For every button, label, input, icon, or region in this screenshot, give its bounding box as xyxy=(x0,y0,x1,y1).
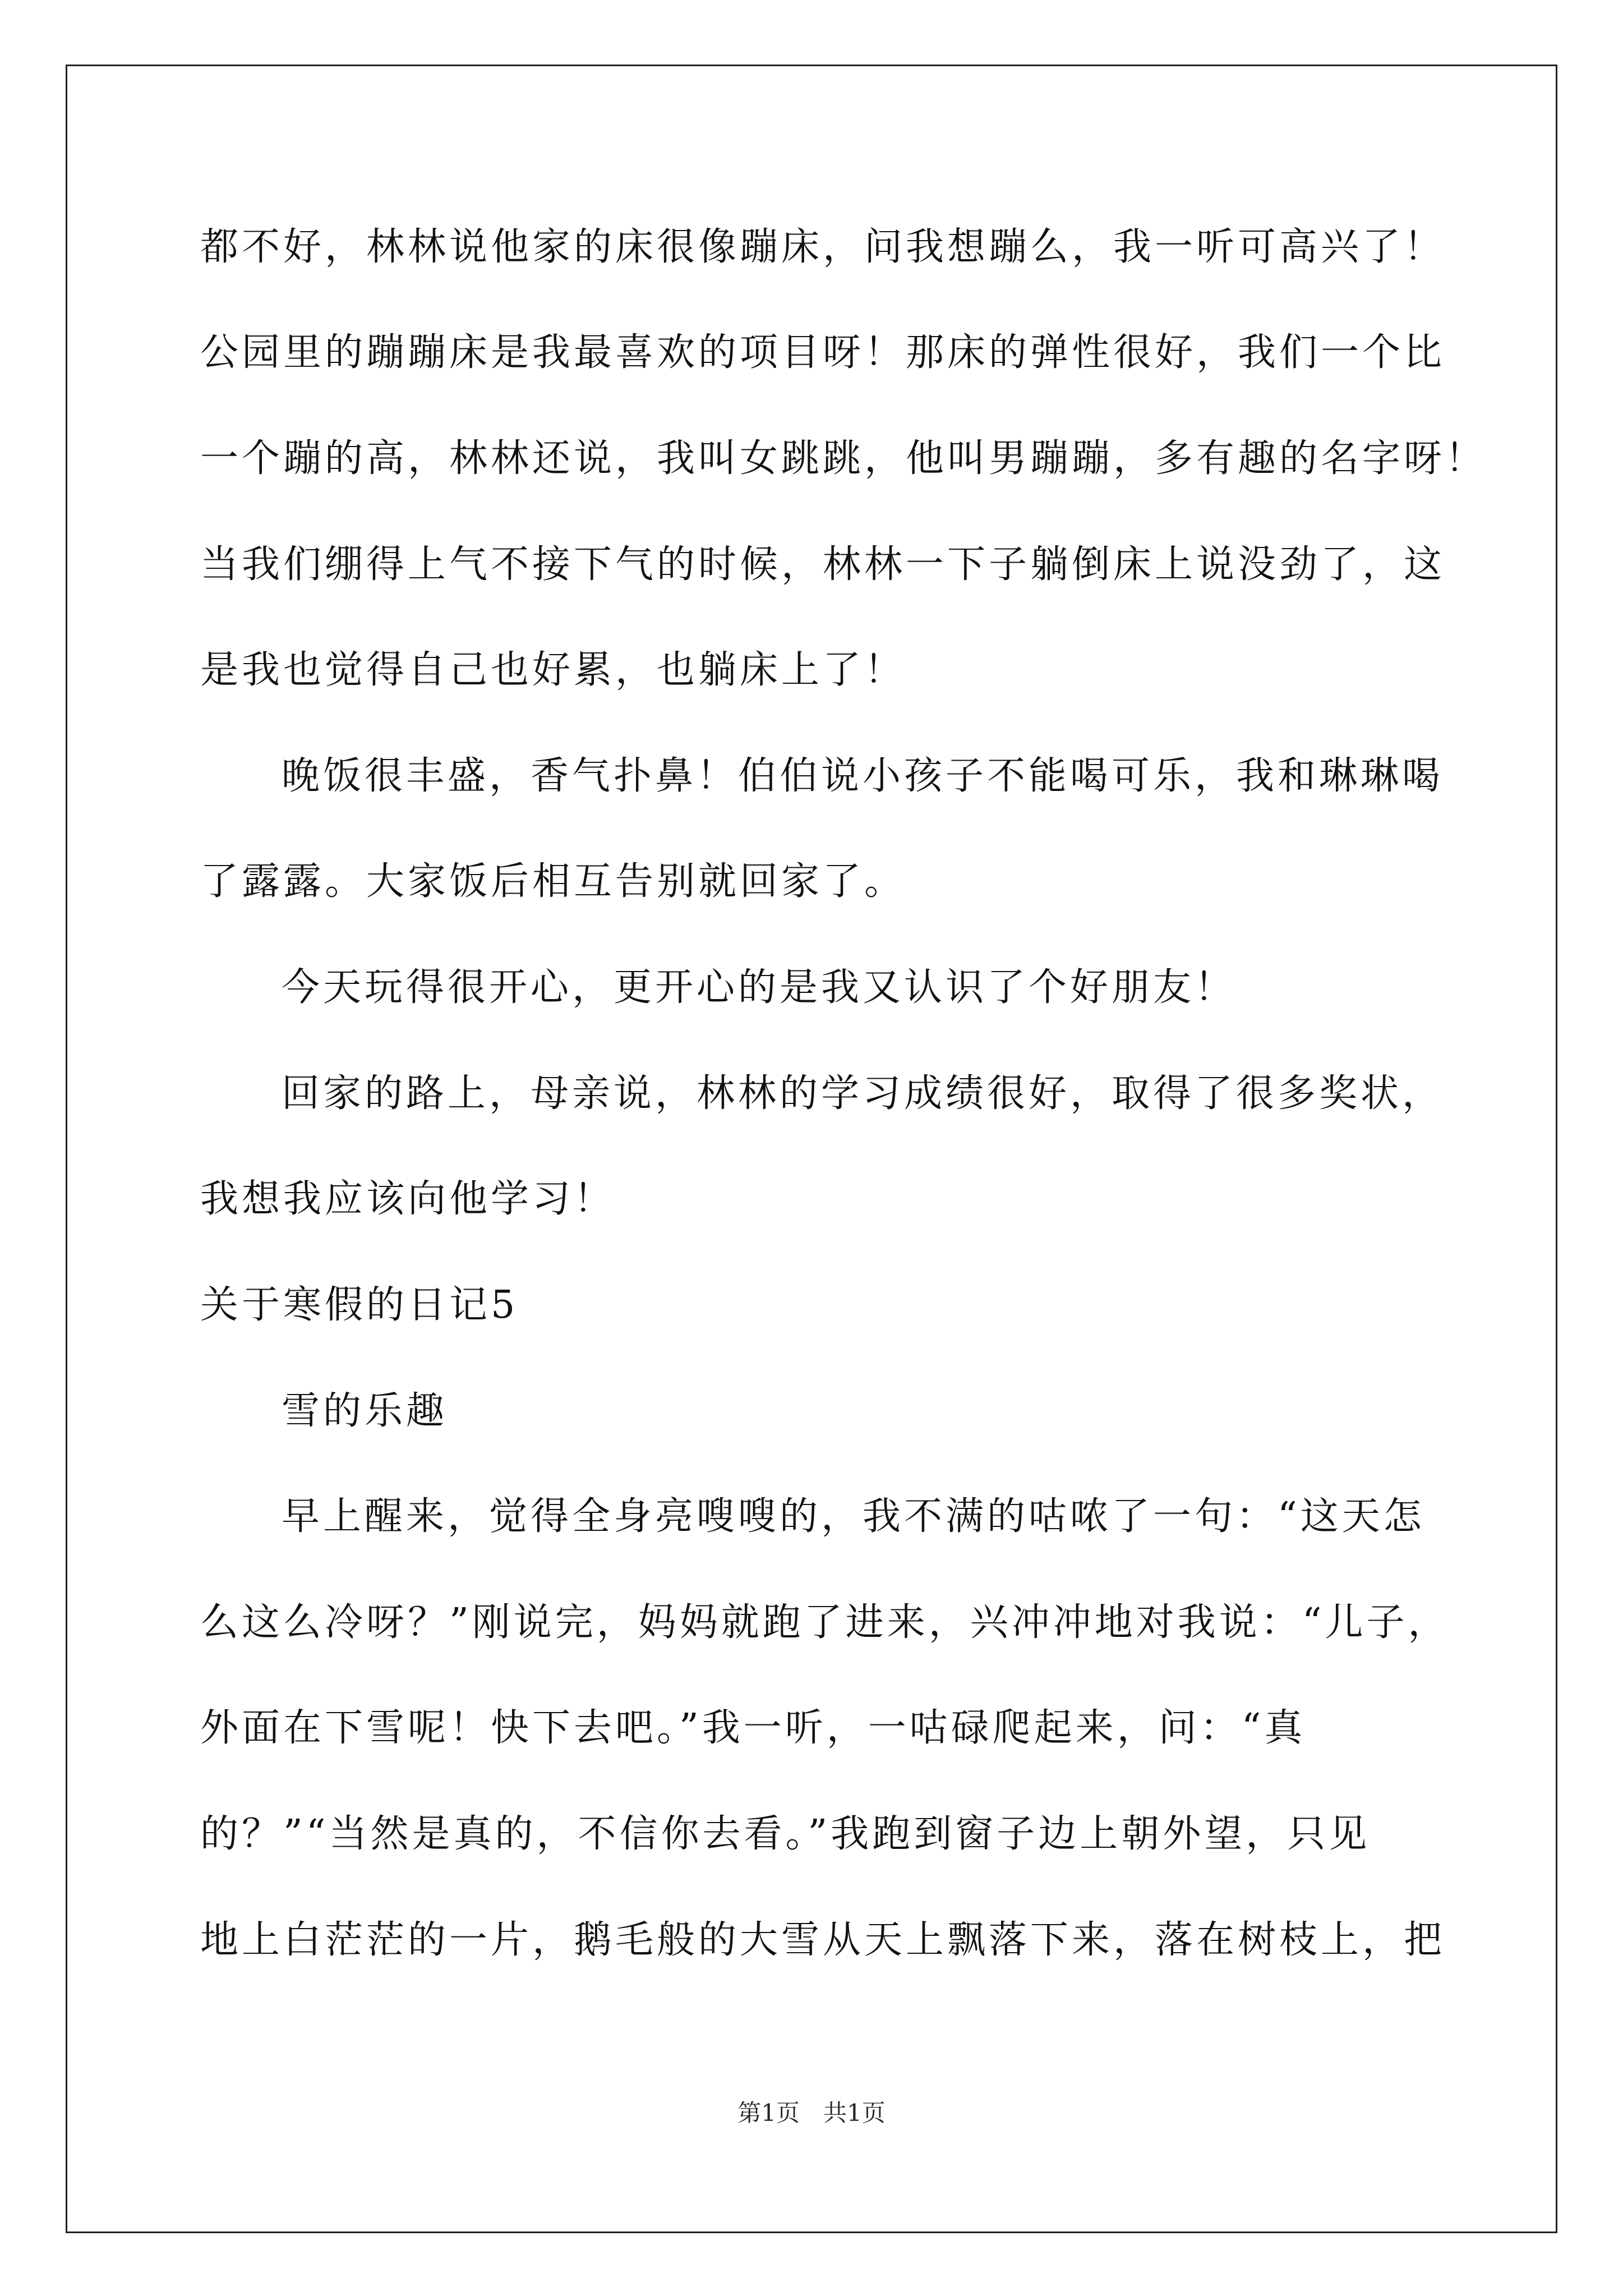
text-line: 都不好，林林说他家的床很像蹦床，问我想蹦么，我一听可高兴了！ xyxy=(200,225,1446,269)
text-line: 公园里的蹦蹦床是我最喜欢的项目呀！那床的弹性很好，我们一个比 xyxy=(200,330,1446,375)
paragraph-start-line: 回家的路上，母亲说，林林的学习成绩很好，取得了很多奖状， xyxy=(282,1071,1444,1116)
page-footer: 第1页 共1页 xyxy=(737,2099,886,2127)
page-border xyxy=(66,65,1557,2233)
section-heading: 关于寒假的日记5 xyxy=(200,1283,519,1327)
text-line: 地上白茫茫的一片，鹅毛般的大雪从天上飘落下来，落在树枝上，把 xyxy=(200,1918,1446,1962)
text-line: 的？”“当然是真的，不信你去看。”我跑到窗子边上朝外望，只见 xyxy=(200,1812,1371,1856)
text-line: 当我们绷得上气不接下气的时候，林林一下子躺倒床上说没劲了，这 xyxy=(200,542,1446,587)
article-title: 雪的乐趣 xyxy=(282,1389,448,1433)
text-line: 我想我应该向他学习！ xyxy=(200,1177,616,1221)
paragraph-start-line: 晚饭很丰盛，香气扑鼻！伯伯说小孩子不能喝可乐，我和琳琳喝 xyxy=(282,754,1444,798)
paragraph-start-line: 今天玩得很开心，更开心的是我又认识了个好朋友！ xyxy=(282,965,1237,1010)
text-line: 了露露。大家饭后相互告别就回家了。 xyxy=(200,859,906,904)
text-line: 外面在下雪呢！快下去吧。”我一听，一咕碌爬起来，问：“真 xyxy=(200,1706,1306,1750)
text-line: 是我也觉得自己也好累，也躺床上了！ xyxy=(200,648,906,692)
paragraph-start-line: 早上醒来，觉得全身亮嗖嗖的，我不满的咕哝了一句：“这天怎 xyxy=(282,1494,1425,1539)
text-line: 一个蹦的高，林林还说，我叫女跳跳，他叫男蹦蹦，多有趣的名字呀！ xyxy=(200,436,1487,481)
text-line: 么这么冷呀？”刚说完，妈妈就跑了进来，兴冲冲地对我说：“儿子， xyxy=(200,1600,1450,1645)
